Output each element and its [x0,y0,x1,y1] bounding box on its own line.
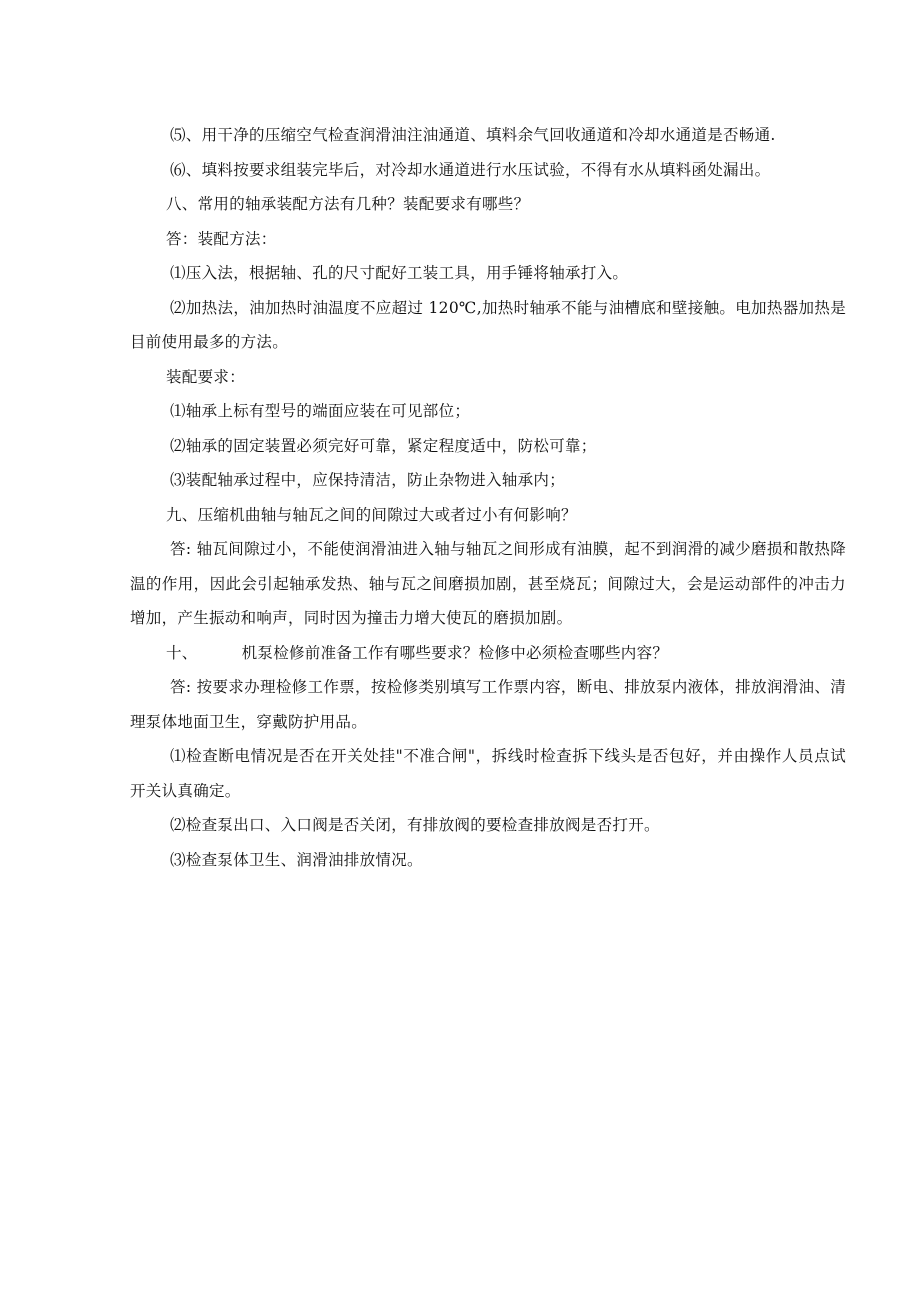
paragraph-item-5: ⑸、用干净的压缩空气检查润滑油注油通道、填料余气回收通道和冷却水通道是否畅通. [170,126,776,144]
question-heading-8: 八、常用的轴承装配方法有几种？装配要求有哪些？ [166,195,530,213]
answer-label: 答：装配方法： [166,229,277,248]
requirement-item-1: ⑴轴承上标有型号的端面应装在可见部位； [170,402,471,420]
heading-number: 十、 [166,643,198,662]
heading-text: 机泵检修前准备工作有哪些要求？检修中必须检查哪些内容？ [241,643,669,662]
requirement-item-3: ⑶装配轴承过程中，应保持清洁，防止杂物进入轴承内； [170,471,566,489]
question-heading-9: 九、压缩机曲轴与轴瓦之间的间隙过大或者过小有何影响？ [166,505,577,524]
requirements-label: 装配要求： [166,367,246,386]
list-item-heating: ⑵加热法，油加热时油温度不应超过 120℃,加热时轴承不能与油槽底和壁接触。电加热器加热是目前使用最多的方法。 [130,298,846,351]
requirement-item-2: ⑵轴承的固定装置必须完好可靠，紧定程度适中，防松可靠； [170,436,597,455]
question-heading-10 [130,636,846,671]
answer-paragraph-9: 答: 轴瓦间隙过小，不能使润滑油进入轴与轴瓦之间形成有油膜，起不到润滑的减少磨损和散热降温的作用，因此会引起轴承发热、轴与瓦之间磨损加剧，甚至烧瓦；间隙过大，会是运动部件的冲击力增加，产生振动和响声，同时因为撞击力增大使瓦的磨损加剧。 [130,540,846,627]
paragraph-item-6: ⑹、填料按要求组装完毕后，对冷却水通道进行水压试验，不得有水从填料函处漏出。 [170,160,771,179]
list-item-press-fit: ⑴压入法，根据轴、孔的尺寸配好工装工具，用手锤将轴承打入。 [170,264,629,282]
check-item-1: ⑴检查断电情况是否在开关处挂"不准合闸"，拆线时检查拆下线头是否包好，并由操作人员点试开关认真确定。 [130,747,846,800]
check-item-3: ⑶检查泵体卫生、润滑油排放情况。 [170,850,423,869]
answer-paragraph-10: 答: 按要求办理检修工作票，按检修类别填写工作票内容，断电、排放泵内液体，排放润滑油、清理泵体地面卫生，穿戴防护用品。 [130,678,846,731]
document-body [130,118,846,877]
check-item-2: ⑵检查泵出口、入口阀是否关闭，有排放阀的要检查排放阀是否打开。 [170,816,660,834]
